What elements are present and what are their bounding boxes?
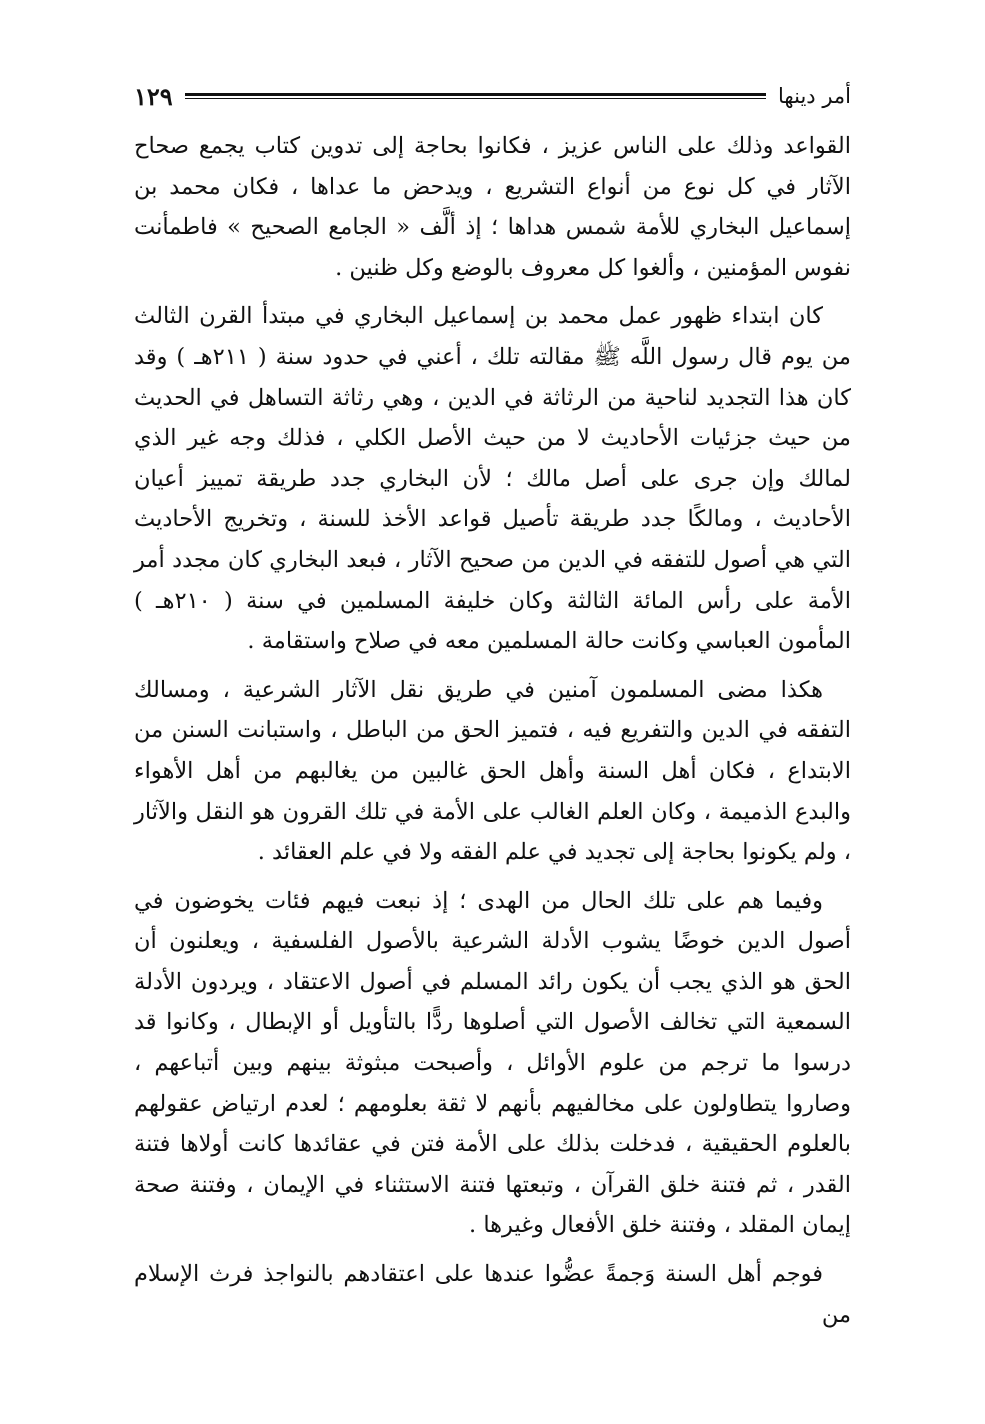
page-header <box>134 76 851 116</box>
body-text <box>134 126 851 1343</box>
paragraph-1: القواعد وذلك على الناس عزيز ، فكانوا بحاجة إلى تدوين كتاب يجمع صحاح الآثار في كل نوع من أنواع التشريع ، ويدحض ما عداها ، فكان محمد بن إسماعيل البخاري للأمة شمس هداها ؛ إذ ألَّف « الجامع الصحيح » فاطمأنت نفوس المؤمنين ، وألغوا كل معروف بالوضع وكل ظنين . <box>134 133 851 281</box>
paragraph-4: وفيما هم على تلك الحال من الهدى ؛ إذ نبعت فيهم فئات يخوضون في أصول الدين خوضًا يشوب الأدلة الشرعية بالأصول الفلسفية ، ويعلنون أن الحق هو الذي يجب أن يكون رائد المسلم في أصول الاعتقاد ، ويردون الأدلة السمعية التي تخالف الأصول التي أصلوها ردًّا بالتأويل أو الإبطال ، وكانوا قد درسوا ما ترجم من علوم الأوائل ، وأصبحت مبثوثة بينهم وبين أتباعهم ، وصاروا يتطاولون على مخالفيهم بأنهم لا ثقة بعلومهم ؛ لعدم ارتياض عقولهم بالعلوم الحقيقية ، فدخلت بذلك على الأمة فتن في عقائدها كانت أولاها فتنة القدر ، ثم فتنة خلق القرآن ، وتبعتها فتنة الاستثناء في الإيمان ، وفتنة صحة إيمان المقلد ، وفتنة خلق الأفعال وغيرها . <box>134 887 851 1239</box>
paragraph-2: كان ابتداء ظهور عمل محمد بن إسماعيل البخاري في مبتدأ القرن الثالث من يوم قال رسول اللَّه ﷺ مقالته تلك ، أعني في حدود سنة ( ٢١١هـ ) وقد كان هذا التجديد لناحية من الرثاثة في الدين ، وهي رثاثة التساهل في الحديث من حيث جزئيات الأحاديث لا من حيث الأصل الكلي ، فذلك وجه غير الذي لمالك وإن جرى على أصل مالك ؛ لأن البخاري جدد طريقة تمييز أعيان الأحاديث ، ومالكًا جدد طريقة تأصيل قواعد الأخذ للسنة ، وتخريج الأحاديث التي هي أصول للتفقه في الدين من صحيح الآثار ، فبعد البخاري كان مجدد أمر الأمة على رأس المائة الثالثة وكان خليفة المسلمين في سنة ( ٢١٠هـ ) المأمون العباسي وكانت حالة المسلمين معه في صلاح واستقامة . <box>134 303 852 655</box>
paragraph-5: فوجم أهل السنة وَجمةً عضُّوا عندها على اعتقادهم بالنواجذ فرث الإسلام من <box>134 1261 851 1328</box>
paragraph-3: هكذا مضى المسلمون آمنين في طريق نقل الآثار الشرعية ، ومسالك التفقه في الدين والتفريع فيه ، فتميز الحق من الباطل ، واستبانت السنن من الابتداع ، فكان أهل السنة وأهل الحق غالبين من يغالبهم من أهل الأهواء والبدع الذميمة ، وكان العلم الغالب على الأمة في تلك القرون هو النقل والآثار ، ولم يكونوا بحاجة إلى تجديد في علم الفقه ولا في علم العقائد . <box>134 676 851 866</box>
running-title: أمر دينها <box>778 84 851 108</box>
page-number: ١٢٩ <box>134 81 173 111</box>
header-rule <box>185 93 766 99</box>
